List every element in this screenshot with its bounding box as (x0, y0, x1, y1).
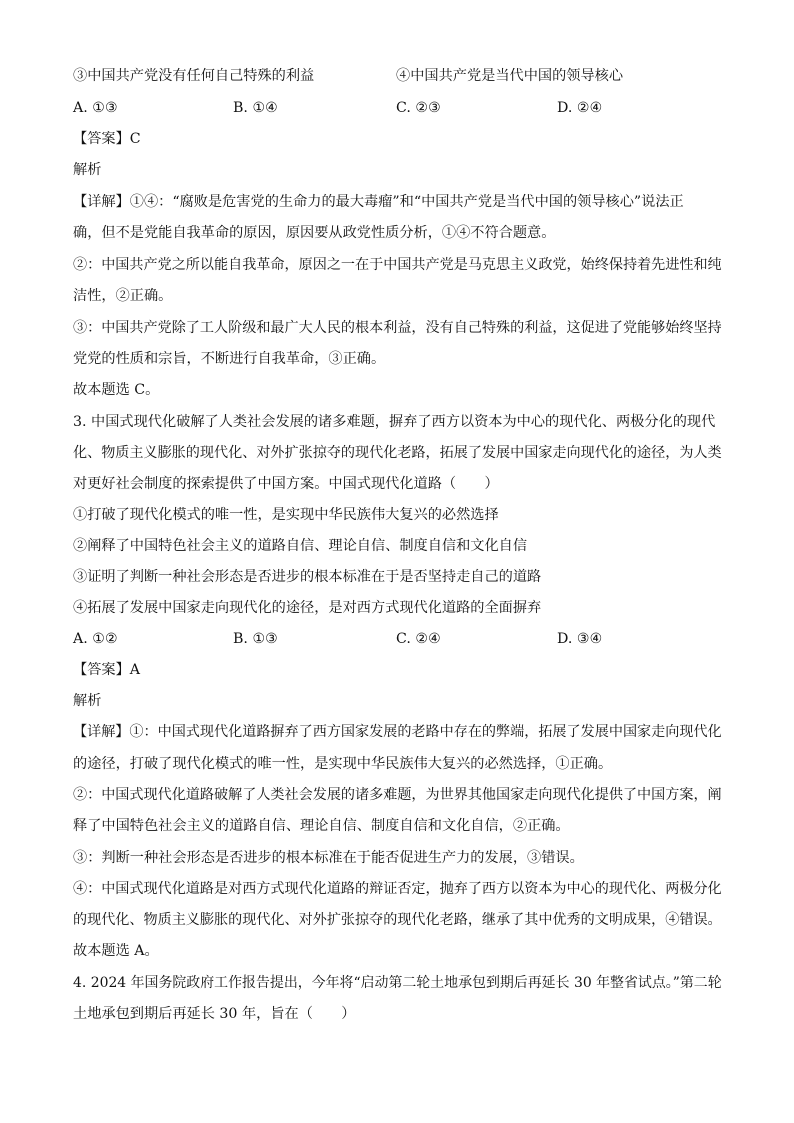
q3-choice-d: D. ③④ (557, 631, 603, 647)
q2-choice-c: C. ②③ (396, 100, 441, 116)
q2-detail-line: 确，但不是党能自我革命的原因，原因要从政党性质分析，①④不符合题意。 (73, 225, 556, 241)
q3-analysis-label: 解析 (73, 693, 102, 709)
q2-detail-line: ②：中国共产党之所以能自我革命，原因之一在于中国共产党是马克思主义政党，始终保持着先进性和纯 (73, 257, 722, 273)
q3-statement-4: ④拓展了发展中国家走向现代化的途径，是对西方式现代化道路的全面摒弃 (73, 600, 542, 616)
q2-detail-line: ③：中国共产党除了工人阶级和最广大人民的根本利益，没有自己特殊的利益，这促进了党能够始终坚持 (73, 320, 722, 336)
q3-detail-line: 故本题选 A。 (73, 943, 159, 959)
q3-choice-c: C. ②④ (396, 631, 441, 647)
q3-choice-b: B. ①③ (233, 631, 278, 647)
q2-detail-line: 党党的性质和宗旨，不断进行自我革命，③正确。 (73, 351, 386, 367)
q3-detail-line: 【详解】①：中国式现代化道路摒弃了西方国家发展的老路中存在的弊端，拓展了发展中国家走向现代化 (73, 724, 722, 740)
q2-choice-b: B. ①④ (233, 100, 278, 116)
q2-statement-3: ③中国共产党没有任何自己特殊的利益 (73, 68, 315, 84)
q4-stem-line: 土地承包到期后再延长 30 年，旨在（ ） (73, 1006, 356, 1022)
q3-statement-2: ②阐释了中国特色社会主义的道路自信、理论自信、制度自信和文化自信 (73, 538, 528, 554)
q3-stem-line: 3. 中国式现代化破解了人类社会发展的诸多难题，摒弃了西方以资本为中心的现代化、两极分化的现代 (73, 414, 716, 430)
q2-analysis-label: 解析 (73, 162, 102, 178)
q4-stem-line: 4. 2024 年国务院政府工作报告提出，今年将“启动第二轮土地承包到期后再延长 30 年整省试点。”第二轮 (73, 975, 722, 991)
q3-stem-line: 化、物质主义膨胀的现代化、对外扩张掠夺的现代化老路，拓展了发展中国家走向现代化的途径，为人类 (73, 445, 722, 461)
q3-answer: 【答案】A (73, 662, 140, 678)
q3-detail-line: 释了中国特色社会主义的道路自信、理论自信、制度自信和文化自信，②正确。 (73, 818, 570, 834)
q2-choice-a: A. ①③ (73, 100, 118, 116)
q2-answer: 【答案】C (73, 131, 141, 147)
q2-detail-line: 故本题选 C。 (73, 382, 160, 398)
q2-statement-4: ④中国共产党是当代中国的领导核心 (396, 68, 624, 84)
q3-statement-3: ③证明了判断一种社会形态是否进步的根本标准在于是否坚持走自己的道路 (73, 569, 542, 585)
q3-stem-line: 对更好社会制度的探索提供了中国方案。中国式现代化道路（ ） (73, 476, 499, 492)
q2-choice-d: D. ②④ (557, 100, 603, 116)
q3-detail-line: 的途径，打破了现代化模式的唯一性，是实现中华民族伟大复兴的必然选择，①正确。 (73, 756, 613, 772)
q2-detail-line: 洁性，②正确。 (73, 288, 173, 304)
q3-detail-line: ③：判断一种社会形态是否进步的根本标准在于能否促进生产力的发展，③错误。 (73, 850, 584, 866)
q3-choice-a: A. ①② (73, 631, 118, 647)
q3-detail-line: ④：中国式现代化道路是对西方式现代化道路的辩证否定，抛弃了西方以资本为中心的现代化、两极分化 (73, 881, 722, 897)
q3-statement-1: ①打破了现代化模式的唯一性，是实现中华民族伟大复兴的必然选择 (73, 507, 499, 523)
q3-detail-line: 的现代化、物质主义膨胀的现代化、对外扩张掠夺的现代化老路，继承了其中优秀的文明成果，④错误。 (73, 912, 722, 928)
q3-detail-line: ②：中国式现代化道路破解了人类社会发展的诸多难题，为世界其他国家走向现代化提供了中国方案，阐 (73, 787, 722, 803)
q2-detail-line: 【详解】①④：“腐败是危害党的生命力的最大毒瘤”和“中国共产党是当代中国的领导核心”说法正 (73, 194, 684, 210)
